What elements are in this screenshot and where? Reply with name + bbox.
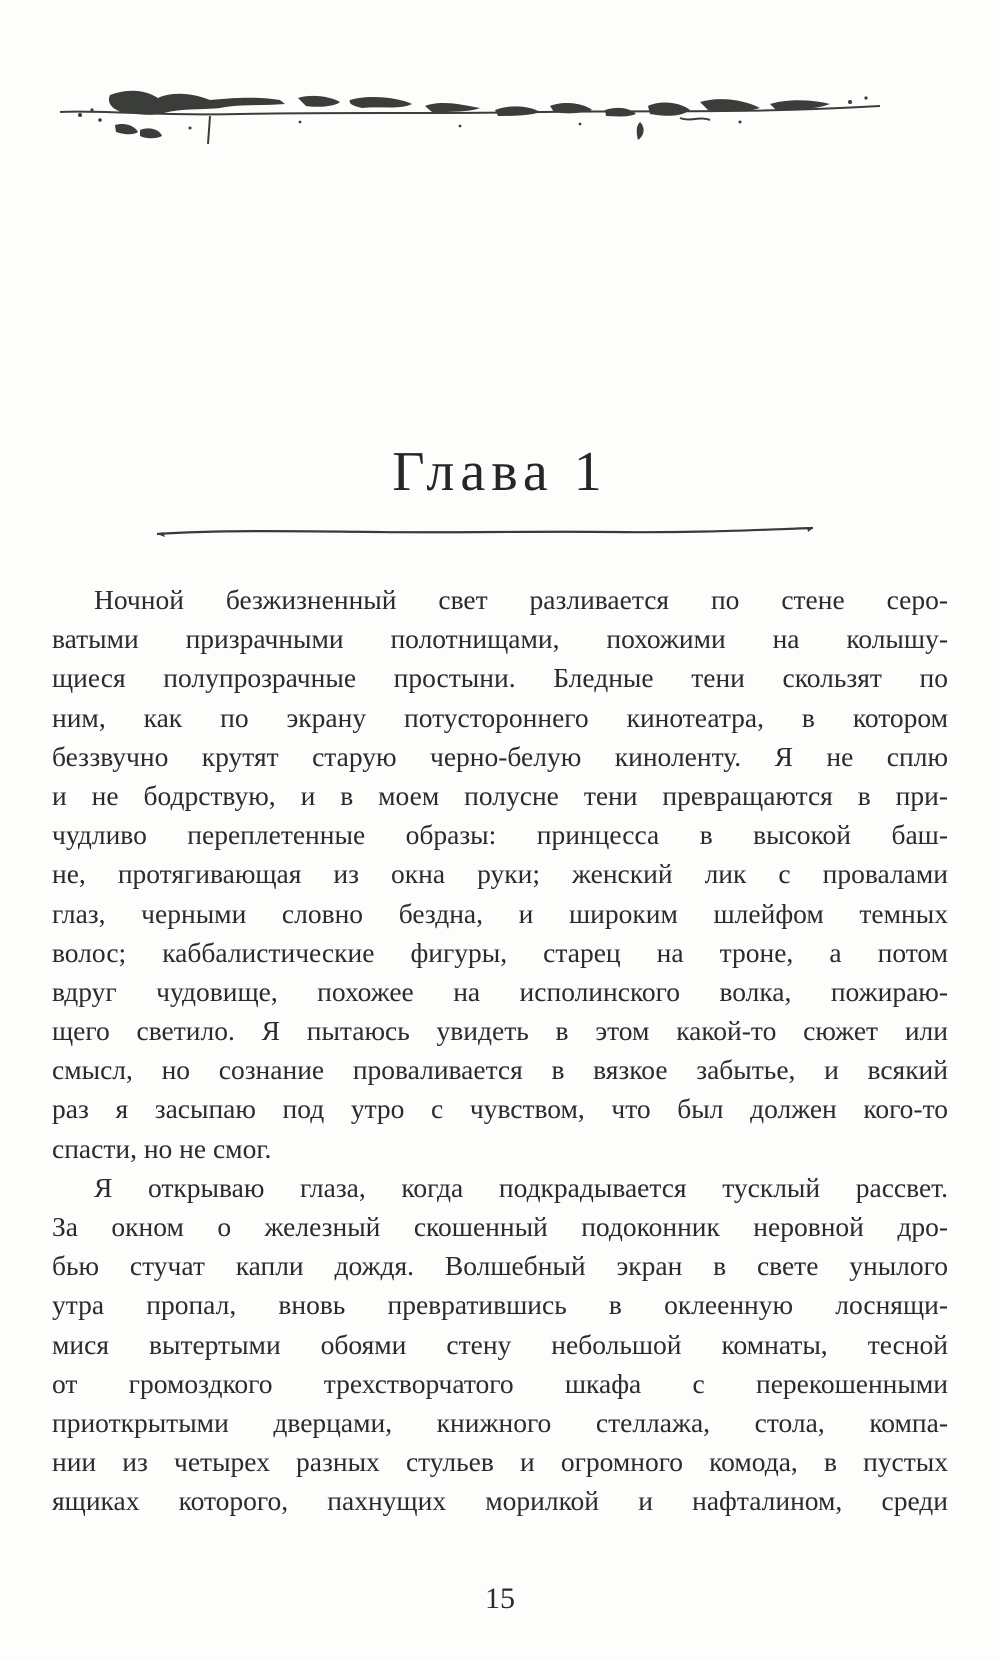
text-line: ватыми призрачными полотнищами, похожими на колышу- xyxy=(52,623,948,655)
text-line: Я открываю глаза, когда подкрадывается тусклый рассвет. xyxy=(94,1171,948,1203)
chapter-title-underline xyxy=(155,520,815,544)
paragraph-2 xyxy=(52,1168,948,1521)
text-line: волос; каббалистические фигуры, старец на троне, а потом xyxy=(52,936,948,968)
paragraph-1 xyxy=(52,580,948,1168)
text-line: от громоздкого трехстворчатого шкафа с перекошенными xyxy=(52,1367,948,1399)
text-line: щего светило. Я пытаюсь увидеть в этом какой-то сюжет или xyxy=(52,1015,948,1047)
text-line: чудливо переплетенные образы: принцесса в высокой баш- xyxy=(52,819,948,851)
text-line: бью стучат капли дождя. Волшебный экран в свете унылого xyxy=(52,1250,948,1282)
text-line: смысл, но сознание проваливается в вязкое забытье, и всякий xyxy=(52,1054,948,1086)
text-line: мися вытертыми обоями стену небольшой комнаты, тесной xyxy=(52,1328,948,1360)
chapter-body xyxy=(52,580,948,1521)
text-line: и не бодрствую, и в моем полусне тени превращаются в при- xyxy=(52,779,948,811)
chapter-ornament-icon xyxy=(40,70,920,190)
text-line: вдруг чудовище, похожее на исполинского волка, пожираю- xyxy=(52,975,948,1007)
text-line: ящиках которого, пахнущих морилкой и нафталином, среди xyxy=(52,1485,948,1517)
text-line: глаз, черными словно бездна, и широким шлейфом темных xyxy=(52,897,948,929)
text-line: беззвучно крутят старую черно-белую киноленту. Я не сплю xyxy=(52,740,948,772)
text-line: Ночной безжизненный свет разливается по стене серо- xyxy=(94,584,948,615)
text-line: спасти, но не смог. xyxy=(52,1132,272,1164)
text-line: раз я засыпаю под утро с чувством, что был должен кого-то xyxy=(52,1093,948,1125)
text-line: нии из четырех разных стульев и огромного комода, в пустых xyxy=(52,1446,948,1478)
page-number: 15 xyxy=(485,1582,515,1615)
text-line: ним, как по экрану потустороннего кинотеатра, в котором xyxy=(52,701,948,733)
text-line: не, протягивающая из окна руки; женский лик с провалами xyxy=(52,858,948,890)
chapter-title: Глава 1 xyxy=(392,441,608,503)
text-line: утра пропал, вновь превратившись в оклеенную лоснящи- xyxy=(52,1289,948,1321)
text-line: За окном о железный скошенный подоконник неровной дро- xyxy=(52,1211,948,1242)
text-line: щиеся полупрозрачные простыни. Бледные тени скользят по xyxy=(52,662,948,694)
text-line: приоткрытыми дверцами, книжного стеллажа, стола, компа- xyxy=(52,1406,948,1438)
